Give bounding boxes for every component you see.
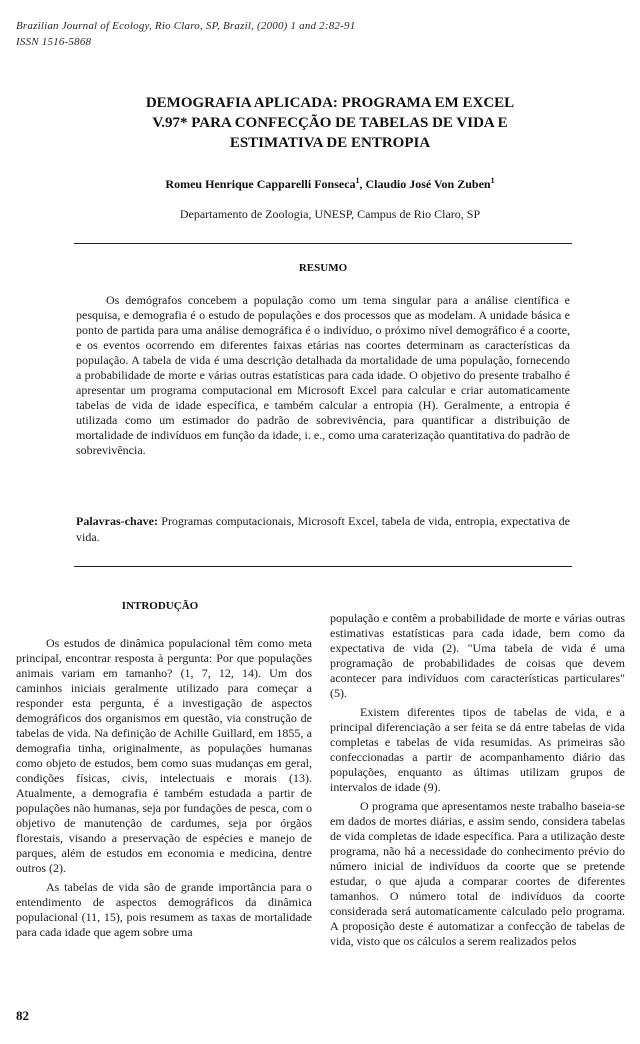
journal-issn: ISSN 1516-5868 — [16, 36, 92, 48]
paper-title — [90, 93, 570, 153]
title-line: DEMOGRAFIA APLICADA: PROGRAMA EM EXCEL — [145, 95, 515, 111]
title-line: ESTIMATIVA DE ENTROPIA — [229, 135, 431, 151]
author-name: Romeu Henrique Capparelli Fonseca — [165, 177, 356, 191]
keywords-text: Programas computacionais, Microsoft Excel, tabela de vida, entropia, expectativa de vida. — [76, 514, 570, 544]
affiliation: Departamento de Zoologia, UNESP, Campus de Rio Claro, SP — [179, 207, 481, 221]
author-separator: , — [359, 177, 366, 191]
title-line: V.97* PARA CONFECÇÃO DE TABELAS DE VIDA E — [152, 115, 508, 131]
author-affiliation-marker: 1 — [355, 176, 360, 185]
abstract-heading: RESUMO — [298, 262, 348, 274]
right-column — [330, 611, 625, 953]
introduction-heading: INTRODUÇÃO — [121, 600, 199, 612]
page-number: 82 — [16, 1008, 29, 1023]
body-paragraph: Os estudos de dinâmica populacional têm como meta principal, encontrar resposta à pergunta: Por que populações animais variam em tamanho? (1, 7, 12, 14). Um dos caminhos iniciais geralmente utilizado para começar a responder esta pergunta, é a investigação de aspectos demográficos dos organismos em questão, via construção de tabelas de vida. Na definição de Achille Guillard, em 1855, a demografia tinha, originalmente, as populações humanas como objeto de estudos, bem como suas mudanças em geral, condições físicas, civis, intelectuais e morais (13). Atualmente, a demografia é também estudada a partir de populações não humanas, seja por fundações de pesca, com o objetivo de manutenção de cardumes, seja por órgãos florestais, visando a preservação de espécies e manejo de parques, além de estudos em economia e medicina, dentre outros (2). — [16, 636, 312, 875]
left-column — [16, 636, 312, 944]
divider — [74, 566, 572, 567]
author-list — [60, 176, 600, 192]
keywords-label: Palavras-chave: — [76, 514, 158, 528]
author-name: Claudio José Von Zuben — [365, 177, 491, 191]
body-paragraph: população e contêm a probabilidade de morte e várias outras estimativas estatísticas para cada idade, bem como da expectativa de vida (2). "Uma tabela de vida é uma programação de probabilidades de coisas que devem acontecer para indivíduos com características particulares" (5). — [330, 611, 625, 700]
keywords — [76, 513, 570, 545]
author-affiliation-marker: 1 — [490, 176, 495, 185]
body-paragraph: Existem diferentes tipos de tabelas de vida, e a principal diferenciação a ser feita se dá entre tabelas de vida completas e tabelas de vida resumidas. As primeiras são confeccionadas a partir de acompanhamento diário das populações, enquanto as últimas utilizam grupos de intervalos de idade (9). — [330, 705, 625, 794]
body-paragraph: As tabelas de vida são de grande importância para o entendimento de aspectos demográficos da dinâmica populacional (11, 15), pois resumem as taxas de mortalidade para cada idade que agem sobre uma — [16, 880, 312, 939]
body-paragraph: O programa que apresentamos neste trabalho baseia-se em dados de mortes diárias, e assim sendo, considera tabelas de vida completas de idade específica. Para a utilização deste programa, não há a necessidade do conhecimento prévio do número inicial de indivíduos da coorte que se pretende estudar, o que ajuda a comparar coortes de diferentes tamanhos. O número total de indivíduos da coorte considerada será automaticamente calculado pelo programa. A proposição deste é automatizar a confecção de tabelas de vida, visto que os cálculos a serem realizados pelos — [330, 799, 625, 948]
divider — [74, 243, 572, 244]
abstract-text: Os demógrafos concebem a população como um tema singular para a análise científica e pesquisa, e demografia é o estudo de populações e dos processos que as modelam. A unidade básica e ponto de partida para uma análise demográfica é o indivíduo, o próximo nível demográfico é a coorte, e os eventos ocorrendo em diferentes faixas etárias nas coortes determinam as características da população. A tabela de vida é uma descrição detalhada da mortalidade de uma população, fornecendo a probabilidade de morte e várias outras estatísticas para cada idade. O objetivo do presente trabalho é apresentar um programa computacional em Microsoft Excel para calcular e criar automaticamente tabelas de vida de idade específica, e também calcular a entropia (H). Geralmente, a entropia é utilizada como um estimador do padrão de sobrevivência, para quantificar a distribuição de mortalidade de indivíduos em função da idade, i. e., como uma caraterização quantitativa do padrão de sobrevivência. — [76, 293, 570, 457]
journal-citation: Brazilian Journal of Ecology, Rio Claro, SP, Brazil, (2000) 1 and 2:82-91 — [16, 20, 356, 32]
